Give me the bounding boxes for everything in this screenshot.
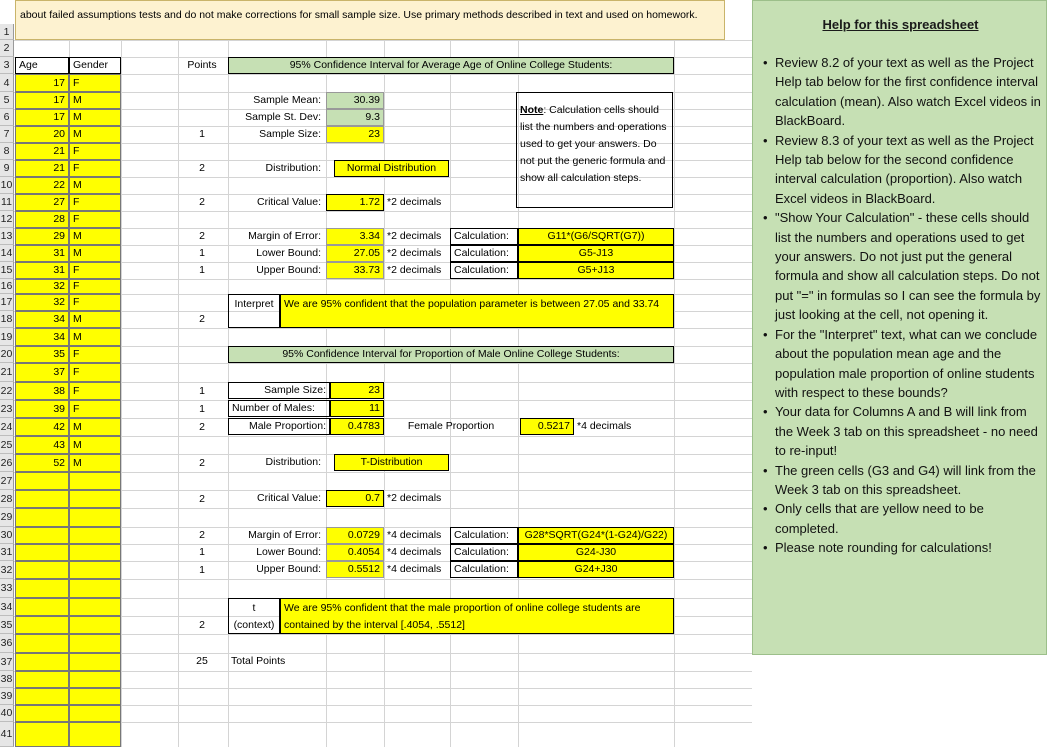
male-prop-value[interactable]: 0.4783 [330,418,384,435]
age-cell[interactable]: 52 [15,454,69,472]
points-cell: 2 [199,529,205,542]
row-header[interactable]: 5 [0,92,14,109]
points-cell: 1 [199,402,205,415]
row-header[interactable]: 21 [0,363,14,382]
row-header[interactable]: 37 [0,653,14,671]
instructions-cell[interactable]: about failed assumptions tests and do not make corrections for small sample size. Use primary methods described in text and used on homework. [15,0,725,40]
gridline [14,211,752,212]
points-cell: 1 [199,264,205,277]
lower-label: Lower Bound: [256,247,321,260]
row-header[interactable]: 4 [0,74,14,92]
age-cell[interactable] [15,705,69,722]
gender-cell[interactable] [69,705,121,722]
age-cell[interactable] [15,616,69,634]
row-header[interactable]: 35 [0,616,14,634]
age-cell[interactable] [15,561,69,579]
gender-cell[interactable] [69,722,121,747]
row-header[interactable]: 11 [0,194,14,211]
age-cell[interactable] [15,472,69,490]
prop-moe-calc-value[interactable]: G28*SQRT(G24*(1-G24)/G22) [518,527,674,544]
gender-header[interactable]: Gender [69,57,121,74]
males-label: Number of Males: [228,400,330,417]
row-header[interactable]: 8 [0,143,14,160]
row-header[interactable]: 26 [0,454,14,472]
row-header[interactable]: 2 [0,40,14,57]
points-cell: 2 [199,618,205,631]
points-cell: 1 [199,563,205,576]
mean-section-title[interactable]: 95% Confidence Interval for Average Age of Online College Students: [228,57,674,74]
age-cell[interactable] [15,490,69,508]
points-cell: 1 [199,247,205,260]
moe-note: *2 decimals [387,230,442,243]
gridline [14,653,752,654]
age-cell[interactable]: 21 [15,160,69,177]
males-value[interactable]: 11 [330,400,384,417]
help-item: • The green cells (G3 and G4) will link from the Week 3 tab on this spreadsheet. [763,461,1043,500]
gender-cell[interactable]: M [69,454,121,472]
prop-upper-label: Upper Bound: [256,563,321,576]
critical-note: *2 decimals [387,196,442,209]
gridline [384,40,385,747]
age-cell[interactable]: 27 [15,194,69,211]
row-header[interactable]: 28 [0,490,14,508]
gender-cell[interactable] [69,653,121,671]
sample-mean-label: Sample Mean: [253,94,321,107]
points-cell: 2 [199,230,205,243]
prop-sample-size-value[interactable]: 23 [330,382,384,399]
row-header[interactable]: 13 [0,228,14,245]
note-text: : Calculation cells should list the numbers and operations used to get your answers. Do not put the generic formula and show all calculation steps. [520,104,667,184]
critical-label: Critical Value: [257,196,321,209]
prop-lower-calc-value[interactable]: G24-J30 [518,544,674,561]
gender-cell[interactable]: F [69,74,121,92]
lower-calc-value[interactable]: G5-J13 [518,245,674,262]
points-cell: 2 [199,162,205,175]
gender-cell[interactable]: F [69,346,121,363]
gender-cell[interactable]: F [69,294,121,311]
gridline [14,688,752,689]
prop-moe-value[interactable]: 0.0729 [326,527,384,544]
gender-cell[interactable] [69,561,121,579]
gridline [121,40,122,747]
row-header[interactable]: 14 [0,245,14,262]
total-points-value: 25 [196,655,208,668]
gender-cell[interactable]: F [69,143,121,160]
row-header[interactable]: 24 [0,418,14,436]
male-prop-label: Male Proportion: [228,418,330,435]
age-cell[interactable] [15,722,69,747]
gender-cell[interactable]: F [69,363,121,382]
gender-cell[interactable]: F [69,262,121,279]
age-cell[interactable]: 20 [15,126,69,143]
gender-cell[interactable] [69,472,121,490]
gridline [14,634,752,635]
note-label: Note [520,104,544,116]
prop-upper-value[interactable]: 0.5512 [326,561,384,578]
gridline [14,722,752,723]
sample-sd-label: Sample St. Dev: [245,111,321,124]
row-header[interactable]: 34 [0,598,14,616]
row-header[interactable]: 30 [0,527,14,544]
prop-upper-calc-label: Calculation: [450,561,518,578]
age-cell[interactable]: 17 [15,74,69,92]
age-cell[interactable]: 21 [15,143,69,160]
gridline [14,579,752,580]
sample-sd-value[interactable]: 9.3 [326,109,384,126]
row-header[interactable]: 16 [0,280,13,292]
gridline [14,436,752,437]
total-points-label: Total Points [231,655,286,668]
age-cell[interactable] [15,634,69,653]
points-header: Points [187,59,217,72]
row-header[interactable]: 18 [0,311,14,328]
prop-critical-note: *2 decimals [387,492,442,505]
prop-interpret-label [228,598,280,634]
gender-cell[interactable]: M [69,109,121,126]
help-item: • Please note rounding for calculations! [763,538,1043,557]
female-prop-value[interactable]: 0.5217 [520,418,574,435]
gender-cell[interactable]: M [69,311,121,328]
age-header[interactable]: Age [15,57,69,74]
row-header[interactable]: 40 [0,705,14,722]
row-header[interactable]: 17 [0,294,14,311]
gridline [450,40,451,747]
interpret-label: Interpret [228,294,280,328]
age-cell[interactable] [15,688,69,705]
age-cell[interactable] [15,544,69,561]
points-cell: 1 [199,546,205,559]
points-cell: 2 [199,196,205,209]
points-cell: 2 [199,456,205,469]
gender-cell[interactable]: M [69,245,121,262]
age-cell[interactable]: 35 [15,346,69,363]
age-cell[interactable]: 17 [15,109,69,126]
age-cell[interactable] [15,579,69,598]
row-header[interactable]: 3 [0,57,14,74]
female-prop-label: Female Proportion [407,420,495,433]
gridline [14,671,752,672]
row-header[interactable]: 19 [0,328,14,346]
interpret-value[interactable]: We are 95% confident that the population parameter is between 27.05 and 33.74 [280,294,674,328]
gender-cell[interactable]: M [69,126,121,143]
gender-cell[interactable] [69,490,121,508]
prop-lower-note: *4 decimals [387,546,442,559]
gender-cell[interactable] [69,616,121,634]
sample-mean-value[interactable]: 30.39 [326,92,384,109]
row-header[interactable]: 23 [0,400,14,418]
gender-cell[interactable]: F [69,194,121,211]
age-cell[interactable]: 32 [15,294,69,311]
points-cell: 2 [199,492,205,505]
row-header[interactable]: 29 [0,508,14,527]
age-cell[interactable]: 43 [15,436,69,454]
age-cell[interactable]: 37 [15,363,69,382]
points-cell: 1 [199,128,205,141]
female-prop-note: *4 decimals [577,420,632,433]
gridline [14,705,752,706]
prop-interpret-label-line-1: t [252,602,256,614]
row-header[interactable]: 22 [0,382,14,400]
gender-cell[interactable]: M [69,436,121,454]
gender-cell[interactable]: F [69,160,121,177]
prop-sample-size-label: Sample Size: [228,382,330,399]
gridline [14,279,752,280]
upper-label: Upper Bound: [256,264,321,277]
age-cell[interactable]: 34 [15,328,69,346]
points-cell: 2 [199,313,205,326]
help-item: • For the "Interpret" text, what can we conclude about the population mean age and the population male proportion of online students with respect to these bounds? [763,325,1043,403]
gender-cell[interactable] [69,579,121,598]
row-header[interactable]: 15 [0,262,14,279]
gender-cell[interactable]: M [69,328,121,346]
distribution-label: Distribution: [265,162,321,175]
gender-cell[interactable] [69,527,121,544]
help-item: • Your data for Columns A and B will link from the Week 3 tab on this spreadsheet - no need to re-input! [763,402,1043,460]
moe-value[interactable]: 3.34 [326,228,384,245]
prop-upper-note: *4 decimals [387,563,442,576]
gender-cell[interactable] [69,634,121,653]
row-header[interactable]: 20 [0,346,14,363]
upper-value[interactable]: 33.73 [326,262,384,279]
row-header[interactable]: 31 [0,544,14,561]
prop-lower-value[interactable]: 0.4054 [326,544,384,561]
help-panel [752,0,1047,655]
prop-lower-calc-label: Calculation: [450,544,518,561]
help-item: • "Show Your Calculation" - these cells should list the numbers and operations used to get your answers. Do not just put the general formula and show all calculation steps. Do not put "=" in formulas so I can see the formula by just looking at the cell, not opening it. [763,208,1043,324]
gridline [14,328,752,329]
row-header[interactable]: 33 [0,579,14,598]
age-cell[interactable] [15,653,69,671]
age-cell[interactable]: 39 [15,400,69,418]
row-header[interactable]: 9 [0,160,14,177]
prop-critical-value[interactable]: 0.7 [326,490,384,507]
sample-size-label: Sample Size: [259,128,321,141]
age-cell[interactable]: 31 [15,262,69,279]
prop-interpret-label-line-2: (context) [233,619,275,631]
prop-section-title[interactable]: 95% Confidence Interval for Proportion of Male Online College Students: [228,346,674,363]
gender-cell[interactable] [69,671,121,688]
age-cell[interactable]: 28 [15,211,69,228]
gridline [14,40,752,41]
age-cell[interactable] [15,527,69,544]
row-header[interactable]: 10 [0,177,14,194]
row-header[interactable]: 6 [0,109,14,126]
age-cell[interactable]: 34 [15,311,69,328]
age-cell[interactable]: 32 [15,279,69,294]
gender-cell[interactable]: F [69,382,121,400]
gridline [14,74,752,75]
prop-critical-label: Critical Value: [257,492,321,505]
prop-moe-calc-label: Calculation: [450,527,518,544]
prop-distribution-label: Distribution: [265,456,321,469]
upper-calc-label: Calculation: [450,262,518,279]
row-header[interactable]: 39 [0,688,14,705]
lower-note: *2 decimals [387,247,442,260]
row-header[interactable]: 12 [0,211,14,228]
moe-label: Margin of Error: [248,230,321,243]
row-header[interactable]: 25 [0,436,14,454]
points-cell: 1 [199,384,205,397]
prop-lower-label: Lower Bound: [256,546,321,559]
gender-cell[interactable]: F [69,400,121,418]
row-header[interactable]: 1 [0,24,14,40]
age-cell[interactable]: 42 [15,418,69,436]
age-cell[interactable]: 17 [15,92,69,109]
gender-cell[interactable] [69,688,121,705]
row-header[interactable]: 32 [0,561,14,579]
help-item: • Review 8.3 of your text as well as the Project Help tab below for the second confidence interval calculation (proportion). Also watch Excel videos in BlackBoard. [763,131,1043,209]
note-box[interactable] [516,92,673,208]
gridline [14,508,752,509]
help-title: Help for this spreadsheet [822,17,979,32]
prop-moe-note: *4 decimals [387,529,442,542]
age-cell[interactable] [15,508,69,527]
points-cell: 2 [199,420,205,433]
prop-moe-label: Margin of Error: [248,529,321,542]
help-list [763,53,1043,558]
gender-cell[interactable]: M [69,92,121,109]
upper-note: *2 decimals [387,264,442,277]
gender-cell[interactable] [69,508,121,527]
gender-cell[interactable] [69,544,121,561]
prop-distribution-value[interactable]: T-Distribution [334,454,449,471]
upper-calc-value[interactable]: G5+J13 [518,262,674,279]
row-header[interactable]: 41 [0,722,14,747]
moe-calc-label: Calculation: [450,228,518,245]
help-item: • Only cells that are yellow need to be completed. [763,499,1043,538]
lower-value[interactable]: 27.05 [326,245,384,262]
gender-cell[interactable]: M [69,418,121,436]
row-header[interactable]: 38 [0,671,14,688]
distribution-value[interactable]: Normal Distribution [334,160,449,177]
gender-cell[interactable]: M [69,228,121,245]
age-cell[interactable] [15,671,69,688]
age-cell[interactable]: 38 [15,382,69,400]
lower-calc-label: Calculation: [450,245,518,262]
prop-upper-calc-value[interactable]: G24+J30 [518,561,674,578]
gender-cell[interactable]: F [69,279,121,294]
gender-cell[interactable] [69,598,121,616]
gridline [674,40,675,747]
age-cell[interactable]: 29 [15,228,69,245]
gender-cell[interactable]: F [69,211,121,228]
moe-calc-value[interactable]: G11*(G6/SQRT(G7)) [518,228,674,245]
row-header[interactable]: 36 [0,634,14,653]
critical-value[interactable]: 1.72 [326,194,384,211]
sample-size-value[interactable]: 23 [326,126,384,143]
gender-cell[interactable]: M [69,177,121,194]
prop-interpret-value[interactable]: We are 95% confident that the male proportion of online college students are contained by the interval [.4054, .5512] [280,598,674,634]
help-item: • Review 8.2 of your text as well as the Project Help tab below for the first confidence interval calculation (mean). Also watch Excel videos in BlackBoard. [763,53,1043,131]
gridline [14,472,752,473]
row-header[interactable]: 7 [0,126,14,143]
age-cell[interactable]: 22 [15,177,69,194]
row-header[interactable]: 27 [0,472,14,490]
age-cell[interactable] [15,598,69,616]
gridline [14,363,752,364]
age-cell[interactable]: 31 [15,245,69,262]
